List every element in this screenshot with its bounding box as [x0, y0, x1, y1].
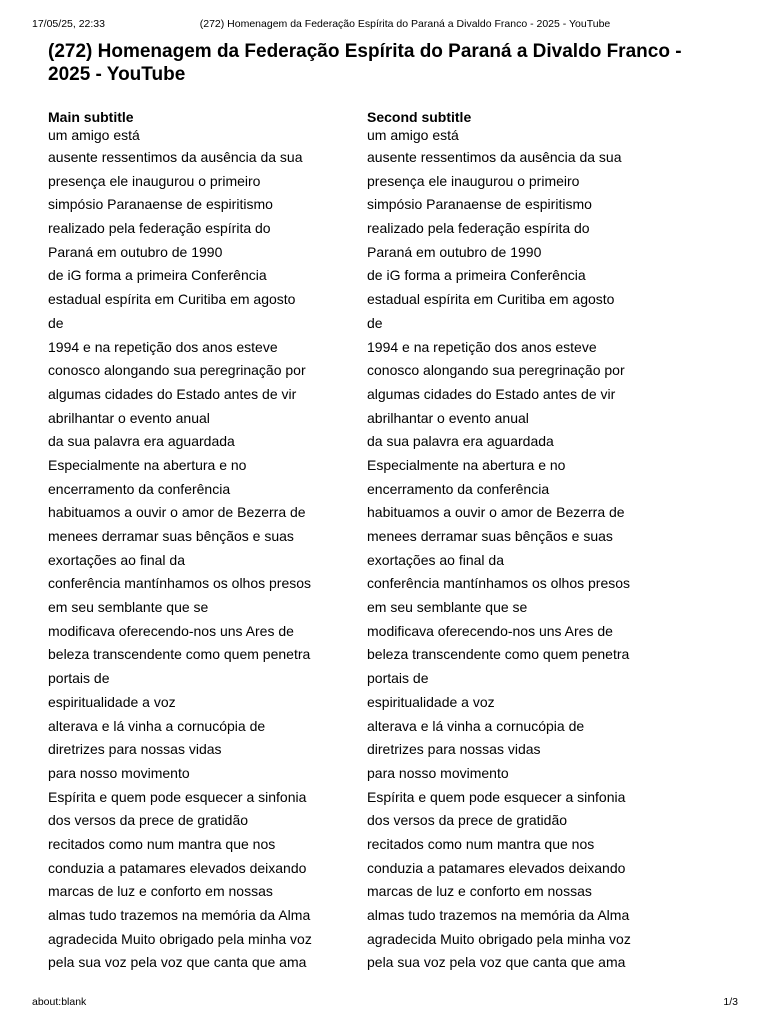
- subtitle-line: em seu semblante que se: [48, 599, 209, 616]
- subtitle-line: encerramento da conferência: [48, 480, 231, 497]
- subtitle-line: conduzia a patamares elevados deixando: [367, 859, 626, 876]
- subtitle-line: em seu semblante que se: [367, 599, 528, 616]
- print-footer: [32, 994, 738, 1010]
- subtitle-line: realizado pela federação espírita do: [48, 220, 271, 237]
- main-subtitle-column: [48, 108, 348, 975]
- subtitle-line: dos versos da prece de gratidão: [367, 812, 568, 829]
- subtitle-line: conferência mantínhamos os olhos presos: [367, 575, 631, 592]
- subtitle-line: beleza transcendente como quem penetra: [367, 646, 630, 663]
- subtitle-line: Paraná em outubro de 1990: [367, 243, 542, 260]
- subtitle-line: modificava oferecendo-nos uns Ares de: [367, 622, 613, 639]
- subtitle-line: diretrizes para nossas vidas: [367, 741, 541, 758]
- subtitle-line: Paraná em outubro de 1990: [48, 243, 223, 260]
- subtitle-line: da sua palavra era aguardada: [367, 433, 554, 450]
- subtitle-line: marcas de luz e conforto em nossas: [48, 883, 273, 900]
- subtitle-line: almas tudo trazemos na memória da Alma: [48, 907, 311, 923]
- subtitle-line: abrilhantar o evento anual: [48, 409, 210, 426]
- subtitle-line: conduzia a patamares elevados deixando: [48, 859, 307, 876]
- subtitle-line: alterava e lá vinha a cornucópia de: [367, 717, 585, 734]
- print-datetime: 17/05/25, 22:33: [32, 18, 105, 30]
- page-title: (272) Homenagem da Federação Espírita do Paraná a Divaldo Franco - 2025 - YouTube: [48, 41, 682, 85]
- subtitle-line: presença ele inaugurou o primeiro: [48, 172, 261, 189]
- subtitle-line: espiritualidade a voz: [48, 693, 176, 710]
- subtitle-line: recitados como num mantra que nos: [48, 835, 276, 852]
- column-subtitle: Main subtitle: [48, 109, 134, 125]
- subtitle-line: agradecida Muito obrigado pela minha voz: [48, 930, 312, 947]
- subtitle-line: recitados como num mantra que nos: [367, 835, 595, 852]
- subtitle-line: simpósio Paranaense de espiritismo: [48, 196, 273, 213]
- subtitle-line: para nosso movimento: [367, 764, 509, 781]
- subtitle-line: Especialmente na abertura e no: [48, 456, 247, 473]
- subtitle-line: Espírita e quem pode esquecer a sinfonia: [367, 788, 626, 805]
- subtitle-line: conferência mantínhamos os olhos presos: [48, 575, 312, 592]
- subtitle-line: Especialmente na abertura e no: [367, 456, 566, 473]
- subtitle-line: menees derramar suas bênçãos e suas: [48, 528, 294, 544]
- subtitle-line: diretrizes para nossas vidas: [48, 741, 222, 758]
- subtitle-line: presença ele inaugurou o primeiro: [367, 172, 580, 189]
- subtitle-line: almas tudo trazemos na memória da Alma: [367, 907, 630, 923]
- subtitle-line: habituamos a ouvir o amor de Bezerra de: [48, 504, 306, 521]
- subtitle-line: de iG forma a primeira Conferência: [48, 267, 267, 284]
- subtitle-line: da sua palavra era aguardada: [48, 433, 235, 450]
- subtitle-line: abrilhantar o evento anual: [367, 409, 529, 426]
- print-document-title: (272) Homenagem da Federação Espírita do Paraná a Divaldo Franco - 2025 - YouTube: [199, 18, 611, 30]
- second-subtitle-column: [367, 108, 667, 975]
- subtitle-lines: [367, 126, 667, 975]
- subtitle-line: algumas cidades do Estado antes de vir: [48, 385, 297, 402]
- subtitle-line: 1994 e na repetição dos anos esteve: [367, 338, 597, 355]
- subtitle-line: modificava oferecendo-nos uns Ares de: [48, 622, 294, 639]
- subtitle-line: ausente ressentimos da ausência da sua: [48, 149, 303, 165]
- subtitle-line: pela sua voz pela voz que canta que ama: [367, 954, 626, 971]
- subtitle-line: exortações ao final da: [48, 551, 185, 568]
- subtitle-line: realizado pela federação espírita do: [367, 220, 590, 237]
- subtitle-line: para nosso movimento: [48, 764, 190, 781]
- subtitle-line: estadual espírita em Curitiba em agosto: [48, 291, 296, 308]
- subtitle-line: menees derramar suas bênçãos e suas: [367, 528, 613, 544]
- subtitle-line: de iG forma a primeira Conferência: [367, 267, 586, 284]
- subtitle-line: portais de: [48, 670, 110, 687]
- page-indicator: 1/3: [723, 996, 738, 1008]
- column-subtitle: Second subtitle: [367, 109, 472, 125]
- subtitle-line: agradecida Muito obrigado pela minha voz: [367, 930, 631, 947]
- subtitle-line: Espírita e quem pode esquecer a sinfonia: [48, 788, 307, 805]
- subtitle-line: 1994 e na repetição dos anos esteve: [48, 338, 278, 355]
- subtitle-line: dos versos da prece de gratidão: [48, 812, 249, 829]
- subtitle-line: de: [367, 314, 383, 331]
- subtitle-line: exortações ao final da: [367, 551, 504, 568]
- subtitle-line: conosco alongando sua peregrinação por: [48, 362, 306, 379]
- subtitle-line: encerramento da conferência: [367, 480, 550, 497]
- subtitle-line: beleza transcendente como quem penetra: [48, 646, 311, 663]
- subtitle-line: conosco alongando sua peregrinação por: [367, 362, 625, 379]
- subtitle-line: alterava e lá vinha a cornucópia de: [48, 717, 266, 734]
- print-url: about:blank: [32, 996, 87, 1008]
- subtitle-line: ausente ressentimos da ausência da sua: [367, 149, 622, 165]
- subtitle-line: algumas cidades do Estado antes de vir: [367, 385, 616, 402]
- subtitle-line: um amigo está: [367, 127, 459, 143]
- print-header: [32, 16, 738, 32]
- subtitle-line: simpósio Paranaense de espiritismo: [367, 196, 592, 213]
- subtitle-lines: [48, 126, 348, 975]
- subtitle-line: pela sua voz pela voz que canta que ama: [48, 954, 307, 971]
- subtitle-line: habituamos a ouvir o amor de Bezerra de: [367, 504, 625, 521]
- subtitle-line: espiritualidade a voz: [367, 693, 495, 710]
- subtitle-line: portais de: [367, 670, 429, 687]
- subtitle-line: um amigo está: [48, 127, 140, 143]
- subtitle-line: de: [48, 314, 64, 331]
- subtitle-line: marcas de luz e conforto em nossas: [367, 883, 592, 900]
- subtitle-line: estadual espírita em Curitiba em agosto: [367, 291, 615, 308]
